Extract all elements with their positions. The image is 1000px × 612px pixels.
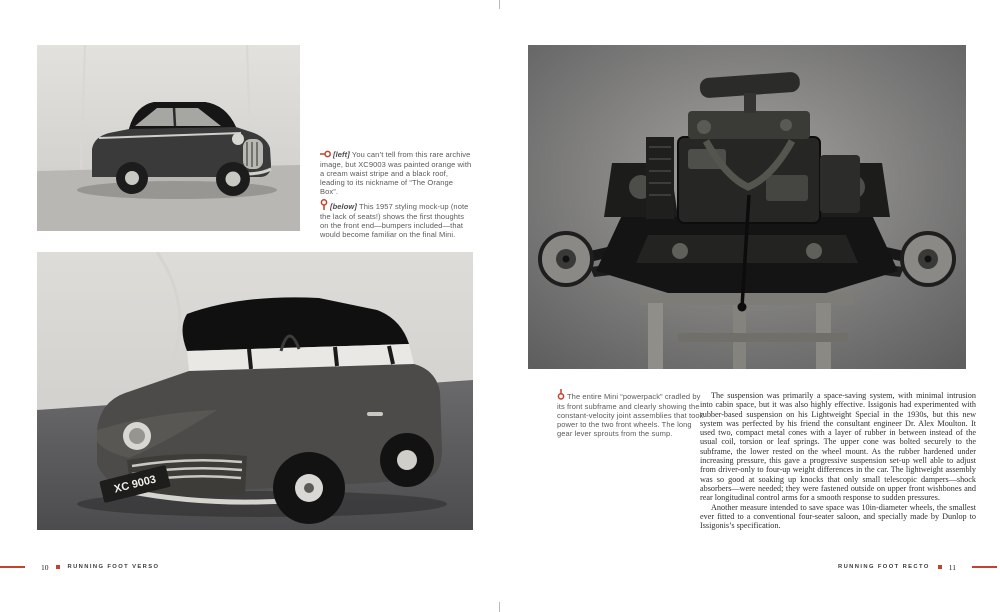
caption-below-photo — [320, 199, 472, 240]
cv-joint-right — [806, 243, 822, 259]
cv-joint-left — [672, 243, 688, 259]
running-foot: RUNNING FOOT VERSO — [67, 564, 160, 570]
radiator — [646, 137, 674, 219]
page-number: 10 — [41, 562, 49, 572]
powerpack-illustration — [528, 45, 966, 369]
caption-left-photo — [320, 150, 472, 197]
body-text — [700, 391, 976, 530]
headlight — [232, 133, 244, 145]
body-paragraph: Another measure intended to save space was 10in-diameter wheels, the smallest ever fitted to a conventional four-seater saloon, and specially made by Dunlop to Issigonis’s specification. — [700, 502, 976, 531]
footer-accent-square — [938, 565, 942, 569]
footer-recto — [838, 562, 997, 572]
carburettor — [744, 93, 756, 113]
page-number: 11 — [948, 562, 956, 572]
door-handle — [367, 412, 383, 416]
page-gutter-mark-top — [499, 0, 500, 9]
points-up-icon — [557, 389, 565, 403]
caption-tag: [below] — [330, 202, 357, 211]
photo-mini-mockup — [37, 252, 473, 530]
caption-text: You can’t tell from this rare archive image, but XC9003 was painted orange with a cream waist stripe and a black roof, leading to its nickname of “The Orange Box”. — [320, 150, 472, 196]
grille — [243, 139, 263, 169]
gearbox — [820, 155, 860, 213]
footer-verso — [0, 562, 159, 572]
body-paragraph: The suspension was primarily a space-saving system, with minimal intrusion into cabin space, but it was also highly effective. Issigonis had experimented with rubber-based suspension on his Lightweight Special in the 1930s, but this new system was perfected by his friend the consultant engineer Dr. Alex Moulton. It used two, compact metal cones with a layer of rubber in between instead of the usual coil, torsion or leaf springs. The upper cone was bolted securely to the subframe, the lower rested on the wheel mount. As the rubber hardened under increasing pressure, this gave a progressive suspension set-up well able to adjust from driver-only to four-up weight differences in the car. The lightweight assembly was so good at soaking up knocks that only small telescopic dampers—shock absorbers—were needed; they were fastened outside on upper front wishbones and rear longitudinal control arms for a smooth response to sudden pressures. — [700, 391, 976, 503]
caption-powerpack — [557, 389, 709, 439]
footer-accent-square — [56, 565, 60, 569]
footer-accent-bar — [0, 566, 25, 569]
caption-tag: [left] — [333, 150, 350, 159]
brake-drum-left — [540, 233, 592, 285]
running-foot: RUNNING FOOT RECTO — [838, 564, 930, 570]
photo-mini-archive — [37, 45, 300, 231]
page-gutter-mark-bottom — [499, 602, 500, 612]
caption-text: The entire Mini “powerpack” cradled by its front subframe and clearly showing the constant-velocity joint assemblies that took power to the two front wheels. The long gear lever sprouts from the sump. — [557, 392, 704, 438]
photo-mini-powerpack — [528, 45, 966, 369]
mini-mockup-illustration — [37, 252, 473, 530]
caption-text: This 1957 styling mock-up (note the lack of seats!) shows the first thoughts on the front end—bumpers included—that would become familiar on the final Mini. — [320, 202, 469, 239]
brake-drum-right — [902, 233, 954, 285]
license-plate-text: XC 9003 — [112, 473, 158, 496]
mini-archive-illustration — [37, 45, 300, 231]
points-down-icon — [320, 199, 328, 213]
footer-accent-bar — [972, 566, 997, 569]
